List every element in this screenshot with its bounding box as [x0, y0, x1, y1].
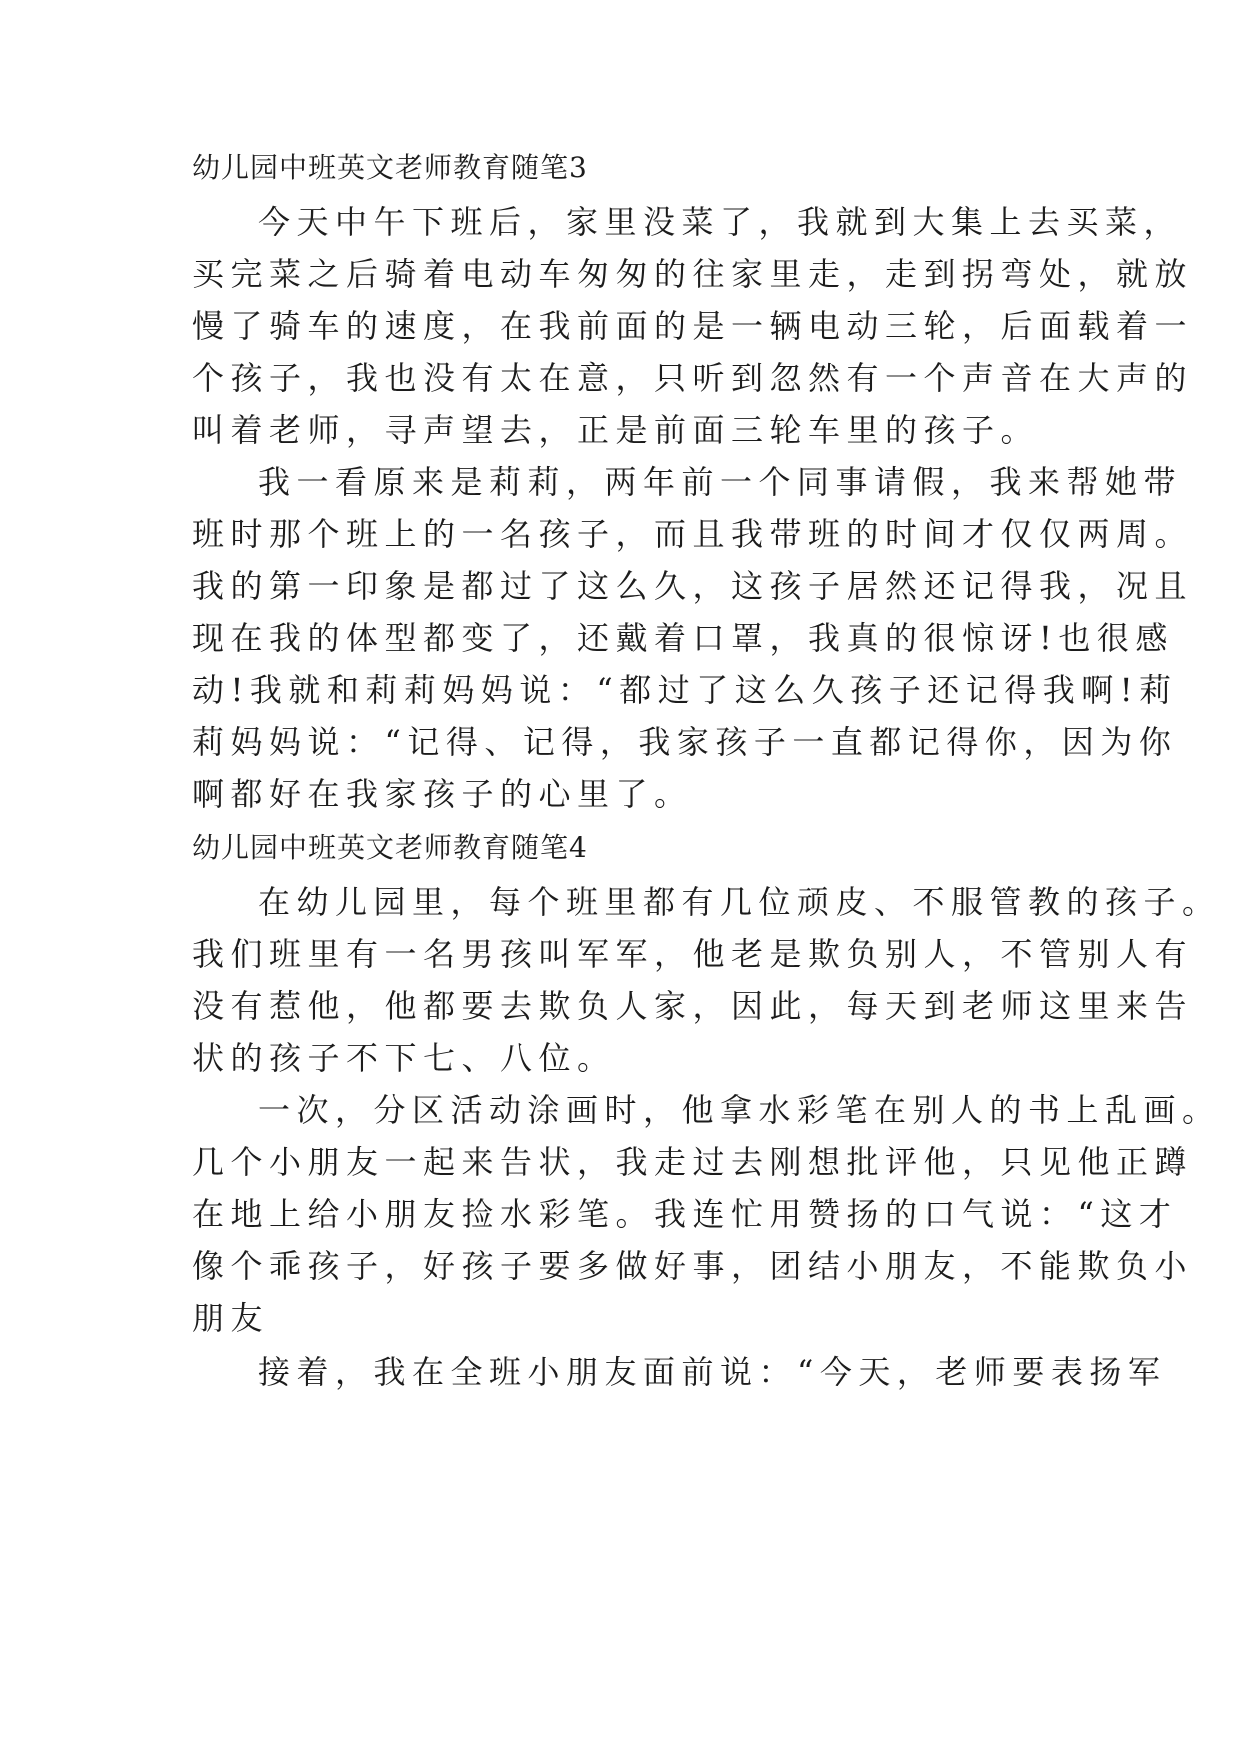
text-line: 班时那个班上的一名孩子，而且我带班的时间才仅仅两周。: [192, 515, 1194, 553]
text-line: 几个小朋友一起来告状，我走过去刚想批评他，只见他正蹲: [192, 1143, 1194, 1181]
text-line: 慢了骑车的速度，在我前面的是一辆电动三轮，后面载着一: [192, 307, 1194, 345]
text-line: 现在我的体型都变了，还戴着口罩，我真的很惊讶!也很感: [192, 619, 1174, 657]
text-line: 个孩子，我也没有太在意，只听到忽然有一个声音在大声的: [192, 359, 1194, 397]
text-line: 叫着老师，寻声望去，正是前面三轮车里的孩子。: [192, 411, 1040, 449]
text-line: 啊都好在我家孩子的心里了。: [192, 775, 693, 813]
text-line: 我一看原来是莉莉，两年前一个同事请假，我来帮她带: [258, 463, 1183, 501]
section-title: 幼儿园中班英文老师教育随笔3: [192, 151, 588, 184]
text-line: 像个乖孩子，好孩子要多做好事，团结小朋友，不能欺负小: [192, 1247, 1194, 1285]
text-line: 在地上给小朋友捡水彩笔。我连忙用赞扬的口气说：“这才: [192, 1195, 1178, 1233]
text-line: 状的孩子不下七、八位。: [192, 1039, 616, 1077]
text-line: 我的第一印象是都过了这么久，这孩子居然还记得我，况且: [192, 567, 1194, 605]
text-line: 朋友: [192, 1299, 270, 1337]
text-line: 接着，我在全班小朋友面前说：“今天，老师要表扬军: [258, 1353, 1167, 1391]
text-line: 买完菜之后骑着电动车匆匆的往家里走，走到拐弯处，就放: [192, 255, 1194, 293]
text-line: 动!我就和莉莉妈妈说：“都过了这么久孩子还记得我啊!莉: [192, 671, 1178, 709]
text-line: 我们班里有一名男孩叫军军，他老是欺负别人，不管别人有: [192, 935, 1194, 973]
text-line: 没有惹他，他都要去欺负人家，因此，每天到老师这里来告: [192, 987, 1194, 1025]
text-line: 在幼儿园里，每个班里都有几位顽皮、不服管教的孩子。: [258, 883, 1221, 921]
text-line: 今天中午下班后，家里没菜了，我就到大集上去买菜，: [258, 203, 1183, 241]
text-line: 莉妈妈说：“记得、记得，我家孩子一直都记得你，因为你: [192, 723, 1178, 761]
section-title: 幼儿园中班英文老师教育随笔4: [192, 831, 588, 864]
text-line: 一次，分区活动涂画时，他拿水彩笔在别人的书上乱画。: [258, 1091, 1221, 1129]
